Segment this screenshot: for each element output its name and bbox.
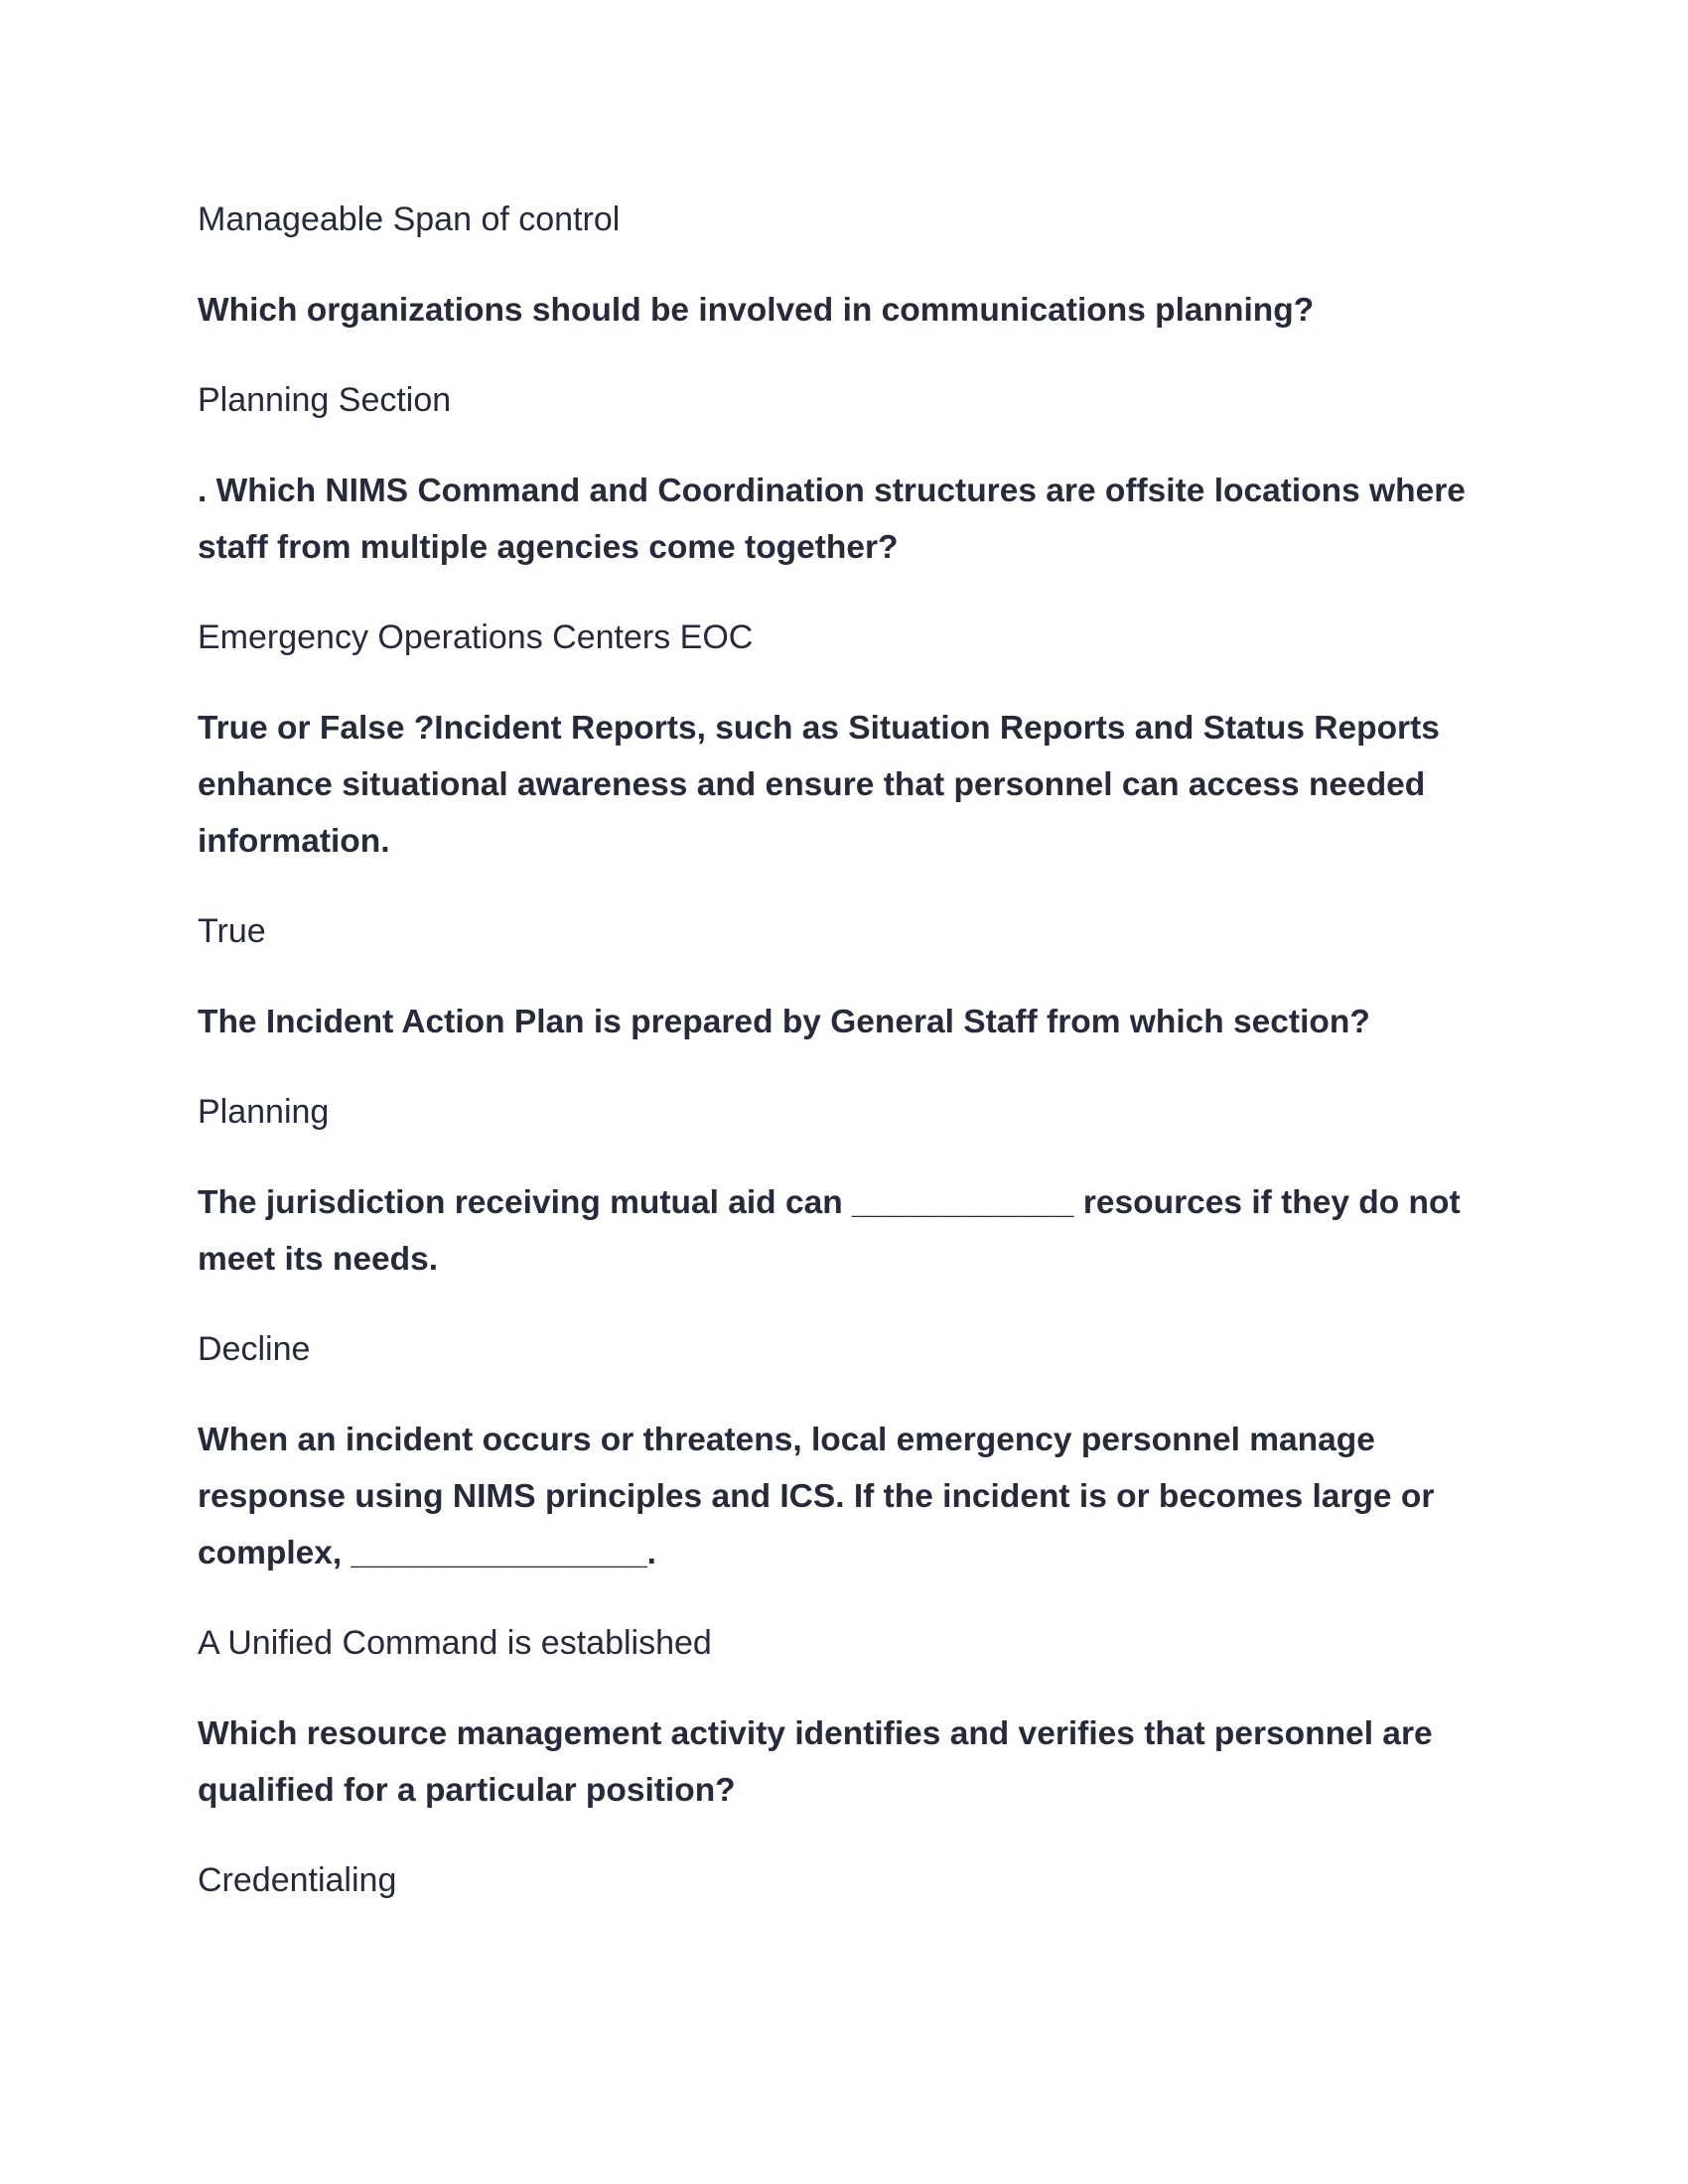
answer-text: Planning Section [198,381,452,419]
answer-text: Decline [198,1330,311,1368]
answer-text: Emergency Operations Centers EOC [198,618,754,656]
question-text: The Incident Action Plan is prepared by General Staff from which section? [198,1004,1370,1040]
question-text: Which organizations should be involved in communications planning? [198,292,1315,329]
answer-text: Credentialing [198,1861,397,1899]
question-text: True or False ?Incident Reports, such as Situation Reports and Status Reports enhance situational awareness and ensure that personnel can access needed information. [198,710,1440,860]
question-text: The jurisdiction receiving mutual aid can ____________ resources if they do not meet its needs. [198,1184,1461,1278]
answer-text: True [198,912,266,950]
document-content [198,192,1488,1943]
question-text: Which resource management activity identifies and verifies that personnel are qualified for a particular position? [198,1715,1433,1809]
answer-text: A Unified Command is established [198,1624,712,1662]
question-text: . Which NIMS Command and Coordination structures are offsite locations where staff from multiple agencies come together? [198,473,1466,566]
question-text: When an incident occurs or threatens, local emergency personnel manage response using NIMS principles and ICS. If the incident is or becomes large or complex, ________________. [198,1422,1435,1571]
answer-text: Planning [198,1093,330,1131]
answer-text: Manageable Span of control [198,201,621,238]
